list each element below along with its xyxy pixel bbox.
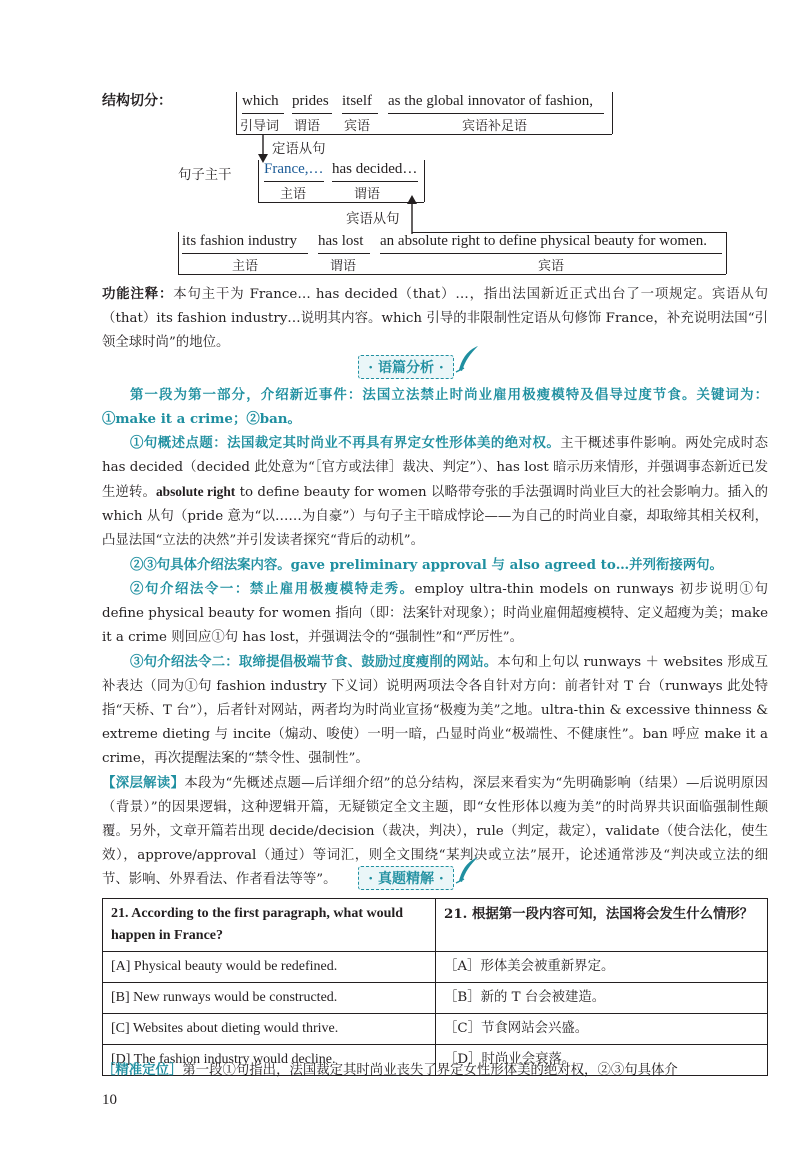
precise-locate: ［精准定位］第一段①句指出，法国裁定其时尚业丧失了界定女性形体美的绝对权，②③句具体介 <box>102 1062 678 1078</box>
clause2-word: has lost <box>318 233 364 249</box>
main-role: 谓语 <box>354 187 381 202</box>
option-c-zh: ［C］节食网站会兴盛。 <box>436 1014 768 1045</box>
quill-icon <box>454 855 480 885</box>
main-word-predicate: has decided… <box>332 161 418 177</box>
table-row <box>103 899 768 952</box>
clause1-word: prides <box>292 93 329 109</box>
clause2-word: an absolute right to define physical beauty for women. <box>380 233 707 249</box>
question-stem-en: 21. According to the first paragraph, what would happen in France? <box>103 899 436 952</box>
option-c-en: [C] Websites about dieting would thrive. <box>103 1014 436 1045</box>
table-row <box>103 983 768 1014</box>
function-note <box>102 282 768 355</box>
main-role: 主语 <box>280 187 307 202</box>
clause1-word: as the global innovator of fashion, <box>388 93 593 109</box>
analysis-body <box>102 383 768 892</box>
section-title-questions: · 真题精解 · <box>358 866 454 890</box>
option-d-en: [D] The fashion industry would decline. <box>103 1045 436 1076</box>
option-b-zh: ［B］新的 T 台会被建造。 <box>436 983 768 1014</box>
analysis-sentence23: ②③句具体介绍法案内容。gave preliminary approval 与 also agreed to…并列衔接两句。 <box>130 557 723 573</box>
connector-attributive: 定语从句 <box>272 142 326 157</box>
option-b-en: [B] New runways would be constructed. <box>103 983 436 1014</box>
connector-object: 宾语从句 <box>346 212 400 227</box>
deep-reading: 【深层解读】本段为“先概述点题—后详细介绍”的总分结构，深层来看实为“先明确影响（结果）—后说明原因（背景）”的因果逻辑，这种逻辑开篇，无疑锁定全文主题，即“女性形体以瘦为美”的时尚界共识面临强制性颠覆。另外，文章开篇若出现 decide/decision（裁决，判决），rule（判定，裁定），validate（使合法化，使生效），approve/approval（通过）等词汇，则全文围绕“某判决或立法”展开，论述通常涉及“判决或立法的细节、影响、外界看法、作者看法等等”。 <box>102 775 769 887</box>
clause2-role: 谓语 <box>330 259 357 274</box>
clause1-role: 谓语 <box>294 119 321 134</box>
clause1-word: which <box>242 93 279 109</box>
option-a-zh: ［A］形体美会被重新界定。 <box>436 952 768 983</box>
function-note-label: 功能注释： <box>102 286 174 302</box>
option-d-zh: ［D］时尚业会衰落。 <box>436 1045 768 1076</box>
clause2-role: 主语 <box>232 259 259 274</box>
clause1-role: 宾语 <box>344 119 371 134</box>
structure-label: 结构切分： <box>102 93 172 109</box>
option-a-en: [A] Physical beauty would be redefined. <box>103 952 436 983</box>
table-row <box>103 952 768 983</box>
clause1-role: 宾语补足语 <box>462 119 528 134</box>
clause2-word: its fashion industry <box>182 233 297 249</box>
clause1-word: itself <box>342 93 372 109</box>
main-clause-label: 句子主干 <box>178 168 232 183</box>
quill-icon <box>454 344 480 374</box>
analysis-sentence3: ③句介绍法令二：取缔提倡极端节食、鼓励过度瘦削的网站。本句和上句以 runways ＋ websites 形成互补表达（同为①句 fashion industry 下义词）说明两项法令各自针对方向：前者针对 T 台（runways 此处特指“天桥、T 台”），后者针对网站，两者均为时尚业宣扬“极瘦为美”之地。ultra-thin & excessive thinness & extreme dieting 与 incite（煽动、唆使）一明一暗，凸显时尚业“极端性、不健康性”。ban 呼应 make it a crime，再次提醒法案的“禁令性、强制性”。 <box>102 654 768 766</box>
analysis-summary: 第一段为第一部分，介绍新近事件：法国立法禁止时尚业雇用极瘦模特及倡导过度节食。关键词为：①make it a crime；②ban。 <box>102 387 768 427</box>
question-table <box>102 898 768 1076</box>
arrow-up-icon <box>405 194 419 234</box>
clause1-role: 引导词 <box>240 119 280 134</box>
clause2-role: 宾语 <box>538 259 565 274</box>
analysis-sentence1: ①句概述点题：法国裁定其时尚业不再具有界定女性形体美的绝对权。主干概述事件影响。两处完成时态 has decided（decided 此处意为“［官方或法律］裁决、判定”）、has lost 暗示历来情形，并强调事态新近已发生逆转。absolute right to define beauty for women 以略带夸张的手法强调时尚业巨大的社会影响力。插入的 which 从句（pride 意为“以……为自豪”）与句子主干暗成悖论——为自己的时尚业自豪，却取缔其相关权利，凸显法国“立法的决然”并引发读者探究“背后的动机”。 <box>102 435 769 548</box>
table-row <box>103 1014 768 1045</box>
section-title-analysis: · 语篇分析 · <box>358 355 454 379</box>
analysis-sentence2: ②句介绍法令一：禁止雇用极瘦模特走秀。employ ultra-thin models on runways 初步说明①句 define physical beauty for women 指向（即：法案针对现象）；时尚业雇佣超瘦模特、定义超瘦为美；make it a crime 则回应①句 has lost，并强调法令的“强制性”和“严厉性”。 <box>102 581 769 645</box>
question-stem-zh: 21. 根据第一段内容可知，法国将会发生什么情形？ <box>436 899 768 952</box>
function-note-text: 本句主干为 France… has decided（that）…，指出法国新近正式出台了一项规定。宾语从句（that）its fashion industry…说明其内容。which 引导的非限制性定语从句修饰 France，补充说明法国“引领全球时尚”的地位。 <box>102 287 769 350</box>
main-word-subject: France,… <box>264 161 324 177</box>
page-number: 10 <box>102 1092 117 1108</box>
